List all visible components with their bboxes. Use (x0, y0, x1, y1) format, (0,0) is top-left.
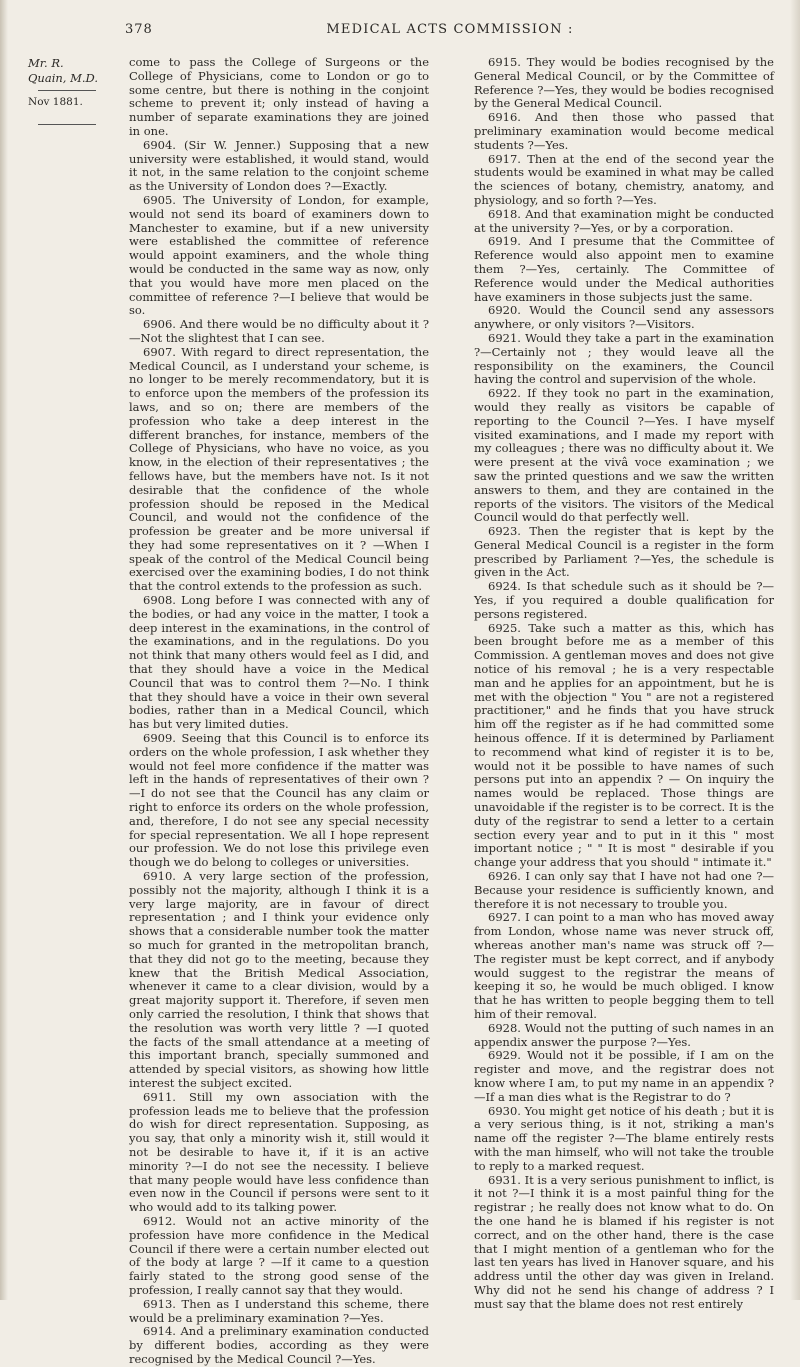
witness-name-line1: Mr. R. (28, 56, 64, 70)
paragraph: 6905. The University of London, for example, would not send its board of examiners down to Manchester to examine, but if a new university were established the committee of reference would appoint examiners, and the whole thing would be conducted in the same way as now, only that you would have more men placed on the committee of reference ?—I believe that would be so. (129, 192, 429, 318)
paragraph: 6907. With regard to direct representation, the Medical Council, as I understand your scheme, is no longer to be merely recommendatory, but it is to enforce upon the members of the profession its laws, and so on; there are members of the profession who take a deep interest in the different branches, for instance, members of the College of Physicians, who have no voice, as you know, in the election of their representatives ; the fellows have, but the members have not. Is it not desirable that the confidence of the whole profession should be reposed in the Medical Council, and would not the confidence of the profession be greater and be more universal if they had some representatives on it ? —When I speak of the control of the Medical Council being exercised over the examining bodies, I do not think that the control extends to the profession as such. (129, 344, 429, 594)
paragraph: 6908. Long before I was connected with any of the bodies, or had any voice in the matter, I took a deep interest in the examinations, in the control of the examinations, and in the regulations. Do you not think that many others would feel as I did, and that they should have a voice in the Medical Council that was to control them ?—No. I think that they should have a voice in their own several bodies, rather than in a Medical Council, which has but very limited duties. (129, 593, 429, 732)
paragraph: 6916. And then those who passed that preliminary examination would become medical students ?—Yes. (474, 110, 774, 152)
right-text-column (474, 55, 775, 1311)
paragraph: 6921. Would they take a part in the examination ?—Certainly not ; they would leave all the responsibility on the examiners, the Council having the control and supervision of the whole. (474, 330, 774, 387)
page-header (125, 22, 775, 42)
paragraph: 6929. Would not it be possible, if I am on the register and move, and the registrar does not know where I am, to put my name in an appendix ?—If a man dies what is the Registrar to do ? (474, 1048, 774, 1104)
margin-witness-note (28, 56, 118, 125)
paragraph: 6923. Then the register that is kept by the General Medical Council is a register in the form prescribed by Parliament ?—Yes, the schedule is given in the Act. (474, 524, 774, 580)
page-edge-shadow (790, 0, 800, 1300)
paragraph: 6926. I can only say that I have not had one ?—Because your residence is sufficiently known, and therefore it is not necessary to trouble you. (474, 869, 774, 911)
paragraph: 6919. And I presume that the Committee of Reference would also appoint men to examine them ?—Yes, certainly. The Committee of Reference would under the Medical authorities have examiners in those subjects just the same. (474, 234, 774, 304)
paragraph: 6914. And a preliminary examination conducted by different bodies, according as they were recognised by the Medical Council ?—Yes. (129, 1324, 429, 1366)
paragraph: 6925. Take such a matter as this, which has been brought before me as a member of this Commission. A gentleman moves and does not give notice of his removal ; he is a very respectable man and he applies for an appointment, but he is met with the objection " You " are not a registered practitioner," and he finds that you have struck him off the register as if he had committed some heinous offence. If it is determined by Parliament to recommend what kind of register it is to be, would not it be possible to have names of such persons put into an appendix ? — On inquiry the names would be replaced. Those things are unavoidable if the register is to be correct. It is the duty of the registrar to send a letter to a certain section every year and to put in it this " most important notice ; " " It is most " desirable if you change your address that you should " intimate it." (474, 620, 774, 870)
witness-name-line2: Quain, M.D. (28, 71, 98, 85)
paragraph: 6918. And that examination might be conducted at the university ?—Yes, or by a corporation. (474, 206, 774, 235)
paragraph: 6924. Is that schedule such as it should be ?—Yes, if you required a double qualification for persons registered. (474, 579, 774, 621)
paragraph: 6917. Then at the end of the second year the students would be examined in what may be called the sciences of botany, chemistry, anatomy, and physiology, and so forth ?—Yes. (474, 151, 774, 207)
running-title: MEDICAL ACTS COMMISSION : (326, 22, 574, 37)
paragraph: 6931. It is a very serious punishment to inflict, is it not ?—I think it is a most painful thing for the registrar ; he really does not know what to do. On the one hand he is blamed if his register is not correct, and on the other hand, there is the case that I might mention of a gentleman who for the last ten years has lived in Hanover square, and his address until the other day was given in Ireland. Why did not he send his change of address ? I must say that the blame does not rest entirely (474, 1172, 775, 1311)
paragraph: 6927. I can point to a man who has moved away from London, whose name was never struck off, whereas another man's name was struck off ?—The register must be kept correct, and if anybody would suggest to the registrar the means of keeping it so, he would be much obliged. I know that he has written to people begging them to tell him of their removal. (474, 910, 774, 1021)
paragraph: 6912. Would not an active minority of the profession have more confidence in the Medical Council if there were a certain number elected out of the body at large ? —If it came to a question fairly stated to the strong good sense of the profession, I really cannot say that they would. (129, 1213, 429, 1297)
paragraph: 6928. Would not the putting of such names in an appendix answer the purpose ?—Yes. (474, 1020, 774, 1049)
paragraph: 6913. Then as I understand this scheme, there would be a preliminary examination ?—Yes. (129, 1296, 429, 1325)
paragraph: 6906. And there would be no difficulty about it ?—Not the slightest that I can see. (129, 317, 429, 345)
page-edge-shadow (0, 0, 8, 1300)
paragraph: 6904. (Sir W. Jenner.) Supposing that a new university were established, it would stand, would it not, in the same relation to the conjoint scheme as the University of London does ?—Exactly. (129, 137, 429, 194)
paragraph: come to pass the College of Surgeons or the College of Physicians, come to London or go to some centre, but there is nothing in the conjoint scheme to prevent it; only instead of having a number of separate examinations they are joined in one. (129, 55, 429, 138)
paragraph: 6915. They would be bodies recognised by the General Medical Council, or by the Committee of Reference ?—Yes, they would be bodies recognised by the General Medical Council. (474, 55, 774, 111)
paragraph: 6930. You might get notice of his death ; but it is a very serious thing, is it not, striking a man's name off the register ?—The blame entirely rests with the man himself, who will not take the trouble to reply to a marked request. (474, 1103, 774, 1173)
paragraph: 6922. If they took no part in the examination, would they really as visitors be capable of reporting to the Council ?—Yes. I have myself visited examinations, and I made my report with my colleagues ; there was no difficulty about it. We were present at the vivâ voce examination ; we saw the printed questions and we saw the written answers to them, and they are contained in the reports of the visitors. The visitors of the Medical Council would do that perfectly well. (474, 386, 774, 525)
paragraph: 6920. Would the Council send any assessors anywhere, or only visitors ?—Visitors. (474, 303, 774, 332)
paragraph: 6911. Still my own association with the profession leads me to believe that the profession do wish for direct representation. Supposing, as you say, that only a minority wish it, still would it not be desirable to have it, if it is an active minority ?—I do not see the necessity. I believe that many people would have less confidence than even now in the Council if persons were sent to it who would add to its talking power. (129, 1089, 429, 1215)
paragraph: 6909. Seeing that this Council is to enforce its orders on the whole profession, I ask whether they would not feel more confidence if the matter was left in the hands of representatives of their own ? —I do not see that the Council has any claim or right to enforce its orders on the whole profession, and, therefore, I do not see any special necessity for special representation. We all I hope represent our profession. We do not lose this privilege even though we do belong to colleges or universities. (129, 731, 429, 870)
left-text-column (129, 55, 429, 1366)
margin-rule (38, 124, 96, 125)
paragraph: 6910. A very large section of the profession, possibly not the majority, although I think it is a very large majority, are in favour of direct representation ; and I think your evidence only shows that a considerable number took the matter so much for granted in the metropolitan branch, that they did not go to the meeting, because they knew that the British Medical Association, whenever it came to a clear division, would by a great majority support it. Therefore, if seven men only carried the resolution, I think that shows that the resolution was worth very little ? —I quoted the facts of the small attendance at a meeting of this important branch, specially summoned and attended by special visitors, as showing how little interest the subject excited. (129, 869, 429, 1090)
witness-date: Nov 1881. (28, 96, 83, 108)
page-number: 378 (125, 22, 153, 37)
